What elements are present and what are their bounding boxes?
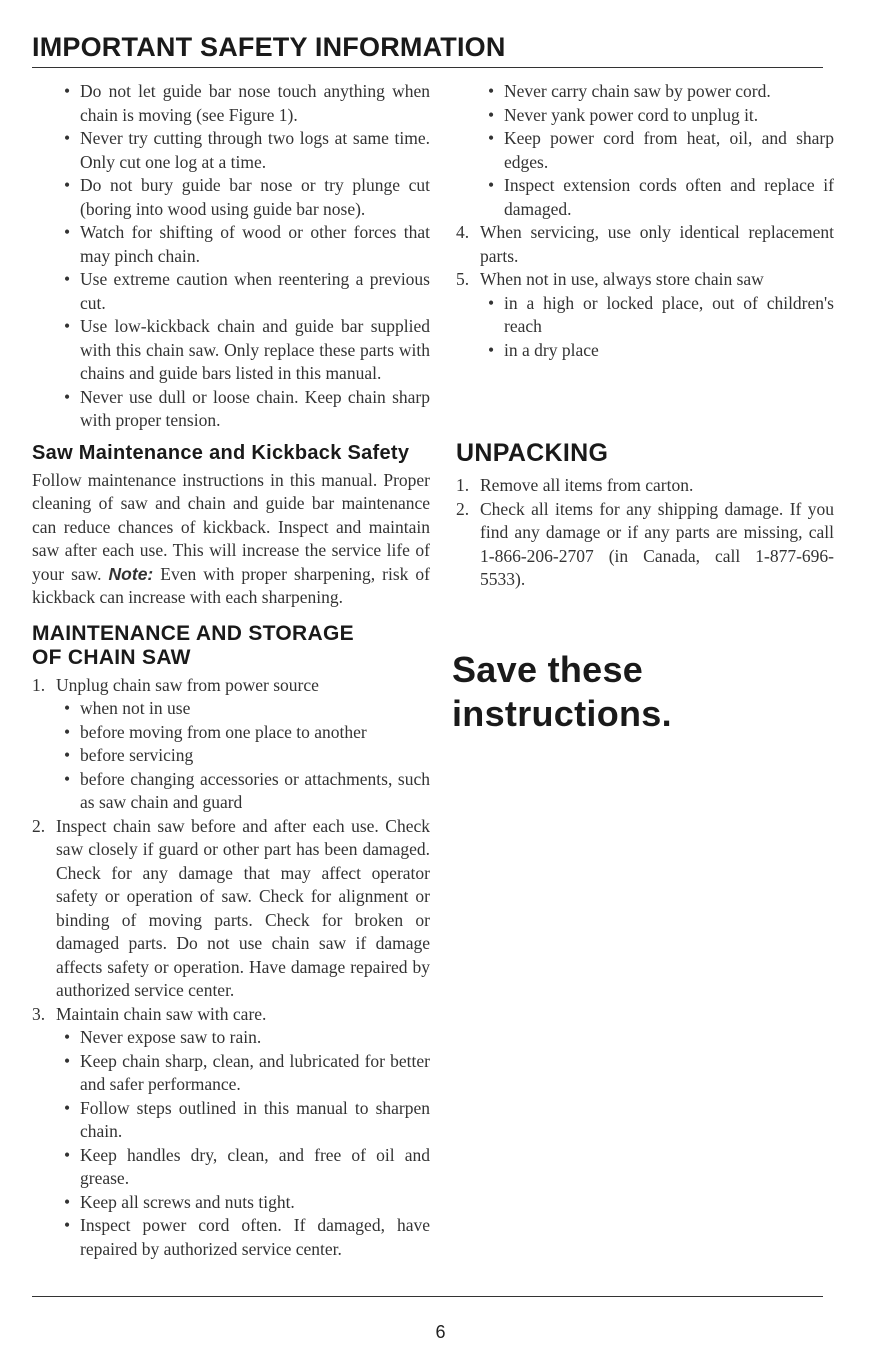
page-title: IMPORTANT SAFETY INFORMATION [32, 32, 506, 62]
step-text: Maintain chain saw with care. [56, 1003, 267, 1024]
step-bullet-list [480, 292, 834, 363]
kickback-tip-item: • Use extreme caution when reentering a previous cut. [56, 268, 430, 315]
step-bullet-list [56, 697, 430, 815]
maintenance-section-heading [32, 622, 430, 670]
footer-rule [32, 1296, 823, 1297]
step-number: 5. [456, 269, 470, 289]
maintenance-steps-list [32, 674, 430, 1262]
maintenance-heading-line1: MAINTENANCE AND STORAGE [32, 621, 354, 645]
step-bullet-item: • in a dry place [480, 339, 834, 363]
left-column [32, 80, 430, 1261]
kickback-tip-item: • Never try cutting through two logs at same time. Only cut one log at a time. [56, 127, 430, 174]
unpacking-heading: UNPACKING [456, 439, 609, 467]
maintenance-step [32, 815, 430, 1003]
kickback-tip-item: • Never use dull or loose chain. Keep chain sharp with proper tension. [56, 386, 430, 433]
step-text: Remove all items from carton. [480, 475, 694, 495]
step-bullet-item: • Keep all screws and nuts tight. [56, 1191, 430, 1215]
step-bullet-item: • before changing accessories or attachments, such as saw chain and guard [56, 768, 430, 815]
header-rule [32, 67, 823, 68]
maintenance-heading-line2: OF CHAIN SAW [32, 645, 191, 669]
step-bullet-item: • Follow steps outlined in this manual to sharpen chain. [56, 1097, 430, 1144]
kickback-section-paragraph [32, 469, 430, 610]
note-label: Note: [108, 563, 154, 584]
unpacking-step [456, 498, 834, 592]
kickback-section-heading: Saw Maintenance and Kickback Safety [32, 441, 410, 464]
kickback-tip-item: • Do not let guide bar nose touch anything when chain is moving (see Figure 1). [56, 80, 430, 127]
step-number: 1. [32, 674, 46, 695]
step-text: Inspect chain saw before and after each use. Check saw closely if guard or other part has been damaged. Check for any damage that may affect operator safety or operation of saw. Check for alignment or binding of moving parts. Check for broken or damaged parts. Do not use chain saw if damage affects safety or operation. Have damage repaired by authorized service center. [56, 815, 430, 1000]
unpacking-steps-list [456, 474, 834, 592]
step-number: 2. [456, 498, 470, 519]
step-number: 1. [456, 475, 470, 495]
step-bullet-item: • before servicing [56, 744, 430, 768]
step-bullet-list [56, 1026, 430, 1261]
step-bullet-item: • before moving from one place to another [56, 721, 430, 745]
save-instructions-text: Save these instructions. [452, 649, 672, 734]
kickback-note-text: Even with proper sharpening, risk of kickback can increase with each sharpening. [32, 563, 430, 607]
maintenance-step [32, 674, 430, 815]
step-number: 2. [32, 815, 46, 836]
step-bullet-item: • Inspect power cord often. If damaged, have repaired by authorized service center. [56, 1214, 430, 1261]
step-text: When servicing, use only identical replacement parts. [480, 222, 834, 266]
spacer [456, 362, 834, 438]
power-cord-tip-item: • Inspect extension cords often and replace if damaged. [480, 174, 834, 221]
step-text: Check all items for any shipping damage. If you find any damage or if any parts are missing, call 1-866-206-2707 (in Canada, call 1-877-696-5533). [480, 498, 834, 589]
step-number: 3. [32, 1003, 46, 1024]
power-cord-tip-item: • Keep power cord from heat, oil, and sharp edges. [480, 127, 834, 174]
kickback-paragraph-text: Follow maintenance instructions in this manual. Proper cleaning of saw and chain and guide bar maintenance can reduce chances of kickback. Inspect and maintain saw after each use. This will increase the service life of your saw. [32, 469, 430, 584]
maintenance-step [456, 268, 834, 362]
kickback-tip-item: • Watch for shifting of wood or other forces that may pinch chain. [56, 221, 430, 268]
power-cord-tips-list [480, 80, 834, 221]
step-bullet-item: • when not in use [56, 697, 430, 721]
step-bullet-item: • Never expose saw to rain. [56, 1026, 430, 1050]
kickback-tip-item: • Use low-kickback chain and guide bar supplied with this chain saw. Only replace these parts with chains and guide bars listed in this manual. [56, 315, 430, 386]
maintenance-step [456, 221, 834, 268]
step-text: When not in use, always store chain saw [480, 269, 764, 289]
page-number: 6 [435, 1322, 446, 1342]
step-bullet-item: • Keep handles dry, clean, and free of oil and grease. [56, 1144, 430, 1191]
step-bullet-item: • Keep chain sharp, clean, and lubricated for better and safer performance. [56, 1050, 430, 1097]
kickback-tips-list [56, 80, 430, 433]
right-column [456, 80, 834, 592]
maintenance-step [32, 1003, 430, 1262]
power-cord-tip-item: • Never yank power cord to unplug it. [480, 104, 834, 128]
power-cord-tip-item: • Never carry chain saw by power cord. [480, 80, 834, 104]
maintenance-steps-continued-list [456, 221, 834, 362]
kickback-tip-item: • Do not bury guide bar nose or try plunge cut (boring into wood using guide bar nose). [56, 174, 430, 221]
unpacking-step [456, 474, 834, 498]
step-number: 4. [456, 222, 470, 242]
step-bullet-item: • in a high or locked place, out of children's reach [480, 292, 834, 339]
step-text: Unplug chain saw from power source [56, 674, 319, 695]
